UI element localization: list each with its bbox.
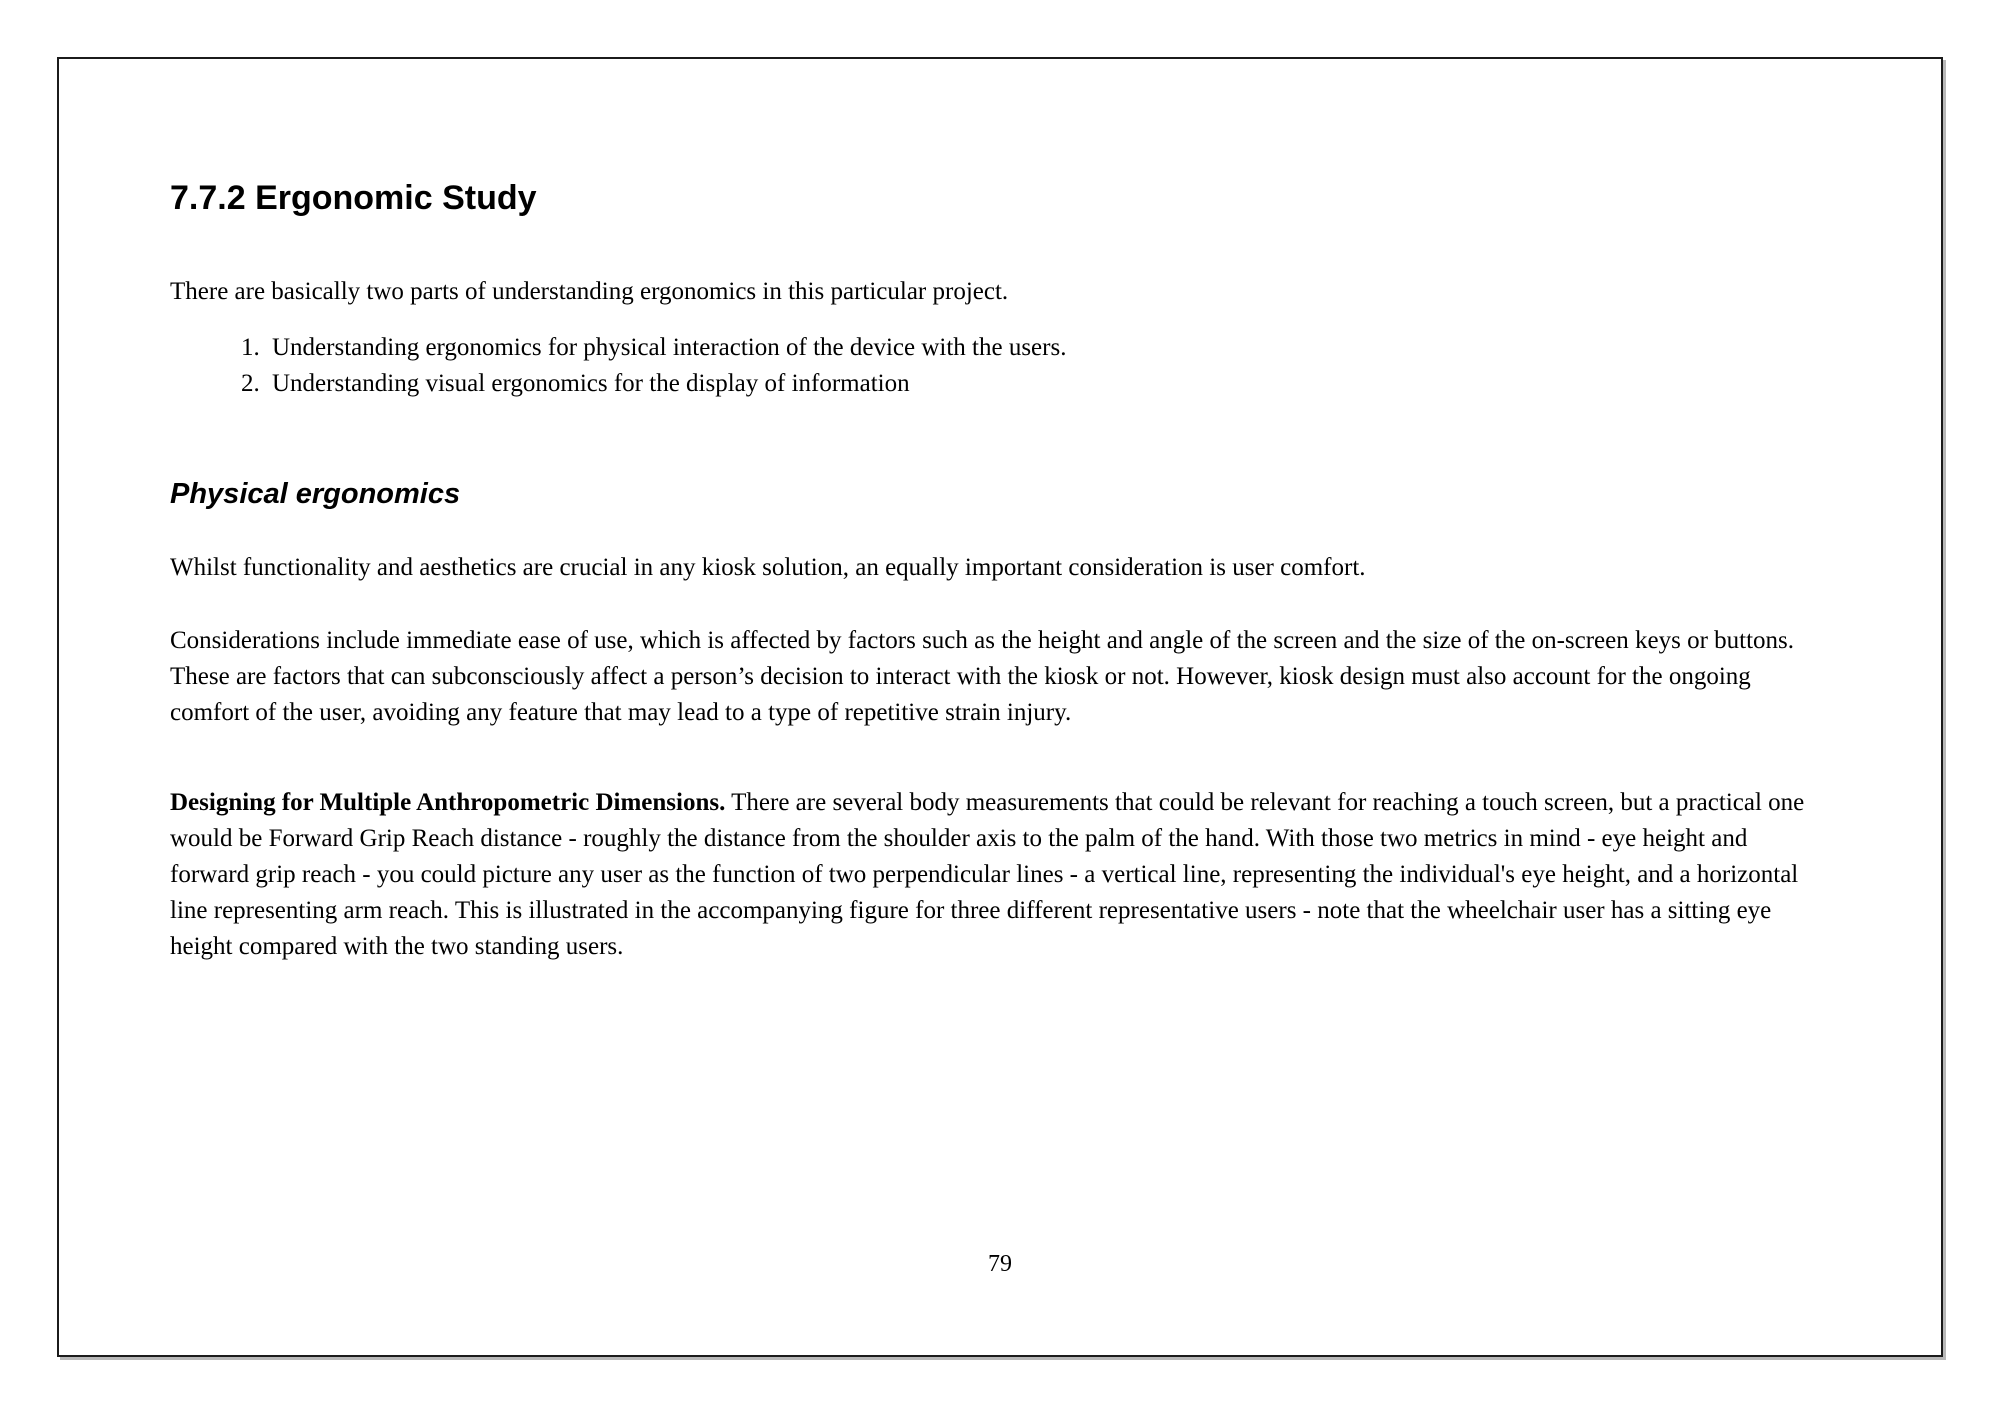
list-item: [266, 366, 1830, 402]
subsection-heading: Physical ergonomics: [170, 478, 461, 510]
page-content: [59, 59, 1941, 1355]
numbered-list: [170, 330, 1830, 402]
paragraph-user-comfort: Whilst functionality and aesthetics are crucial in any kiosk solution, an equally important consideration is user comfort.: [170, 554, 1366, 581]
list-item: [266, 330, 1830, 366]
document-page: [57, 57, 1943, 1357]
paragraph-body-text: There are several body measurements that could be relevant for reaching a touch screen, but a practical one would be Forward Grip Reach distance - roughly the distance from the shoulder axis to the palm of the hand. With those two metrics in mind - eye height and forward grip reach - you could picture any user as the function of two perpendicular lines - a vertical line, representing the individual's eye height, and a horizontal line representing arm reach. This is illustrated in the accompanying figure for three different representative users - note that the wheelchair user has a sitting eye height compared with the two standing users.: [170, 789, 1805, 960]
paragraph-lead-bold: Designing for Multiple Anthropometric Dimensions.: [170, 789, 726, 816]
intro-paragraph: There are basically two parts of understanding ergonomics in this particular project.: [170, 278, 1009, 305]
page-number: 79: [988, 1251, 1012, 1277]
section-heading: 7.7.2 Ergonomic Study: [170, 179, 537, 217]
paragraph-considerations: Considerations include immediate ease of use, which is affected by factors such as the height and angle of the screen and the size of the on-screen keys or buttons. These are factors that can subconsciously affect a person’s decision to interact with the kiosk or not. However, kiosk design must also account for the ongoing comfort of the user, avoiding any feature that may lead to a type of repetitive strain injury.: [170, 627, 1795, 726]
list-item-text: Understanding ergonomics for physical interaction of the device with the users.: [272, 334, 1067, 361]
paragraph-anthropometric: [170, 785, 1830, 965]
list-item-text: Understanding visual ergonomics for the display of information: [272, 370, 910, 397]
